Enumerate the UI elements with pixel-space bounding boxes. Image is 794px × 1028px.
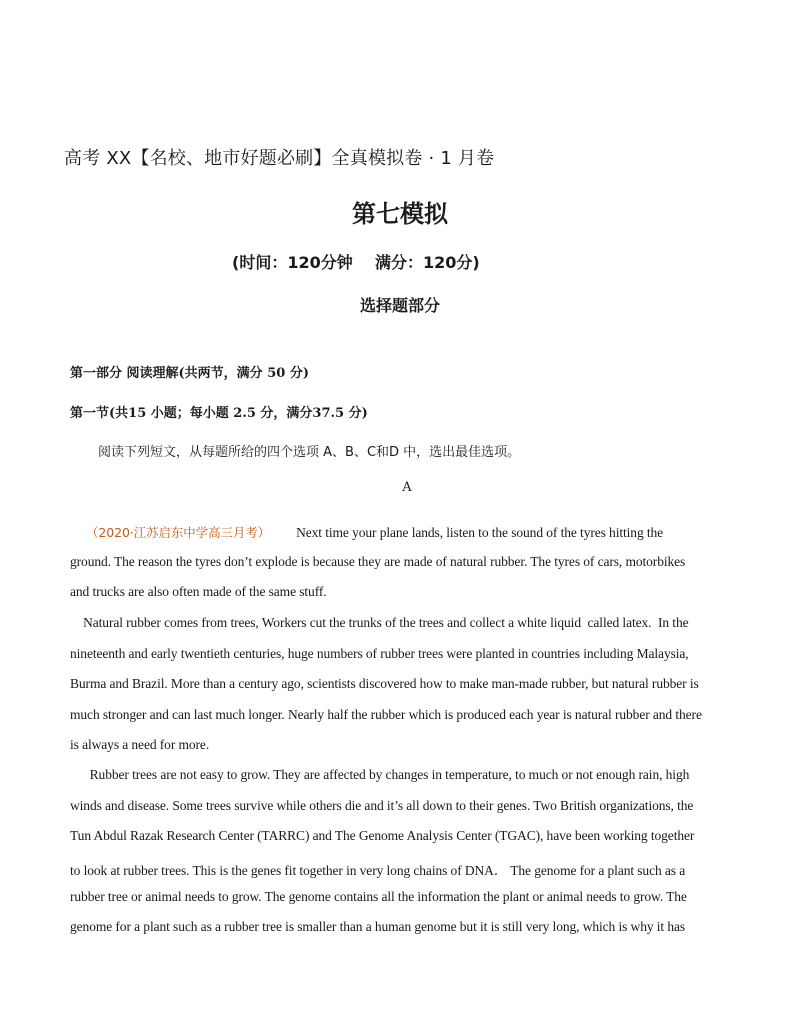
passage-line: and trucks are also often made of the same stuff.	[70, 584, 327, 599]
passage-line: is always a need for more.	[70, 737, 210, 752]
passage-line: ground. The reason the tyres don’t explode is because they are made of natural rubber. The tyres of cars, motorbikes	[70, 554, 686, 569]
passage-line: Next time your plane lands, listen to the sound of the tyres hitting the	[296, 525, 664, 540]
part-one-heading: 第一部分 阅读理解(共两节，满分 50 分)	[70, 366, 309, 381]
passage-line: genome for a plant such as a rubber tree is smaller than a human genome but it is still very long, which is why it has	[70, 919, 686, 934]
passage-line: Tun Abdul Razak Research Center (TARRC) and The Genome Analysis Center (TGAC), have been working together	[70, 828, 695, 843]
passage-line: nineteenth and early twentieth centuries, huge numbers of rubber trees were planted in countries including Malaysia,	[70, 646, 689, 661]
passage-line: rubber tree or animal needs to grow. The genome contains all the information the plant or animal needs to grow. The	[70, 889, 687, 904]
passage-line: Natural rubber comes from trees, Workers cut the trunks of the trees and collect a white liquid called latex. In the	[70, 615, 689, 630]
source-tag: （2020·江苏启东中学高三月考）	[86, 525, 271, 540]
passage-letter: A	[402, 480, 412, 495]
passage-line: Rubber trees are not easy to grow. They are affected by changes in temperature, to much or not enough rain, high	[70, 767, 690, 782]
instruction-text: 阅读下列短文，从每题所给的四个选项 A、B、C和D 中，选出最佳选项。	[98, 445, 521, 460]
passage-line: winds and disease. Some trees survive while others die and it’s all down to their genes. Two British organizations, the	[70, 798, 694, 813]
passage-line: to look at rubber trees. This is the genes fit together in very long chains of DNA． The genome for a plant such as a	[70, 863, 686, 878]
time-info: (时间：120分钟 满分：120分)	[232, 253, 480, 272]
passage-first-line	[70, 523, 663, 541]
section-one-heading: 第一节(共15 小题；每小题 2.5 分，满分37.5 分)	[70, 406, 368, 421]
series-title: 高考 XX【名校、地市好题必刷】全真模拟卷 · 1 月卷	[64, 148, 495, 169]
passage-line: Burma and Brazil. More than a century ago, scientists discovered how to make man-made rubber, but natural rubber is	[70, 676, 699, 691]
passage-line: much stronger and can last much longer. Nearly half the rubber which is produced each year is natural rubber and there	[70, 707, 702, 722]
exam-title: 第七模拟	[352, 200, 448, 228]
part-title: 选择题部分	[359, 296, 440, 315]
